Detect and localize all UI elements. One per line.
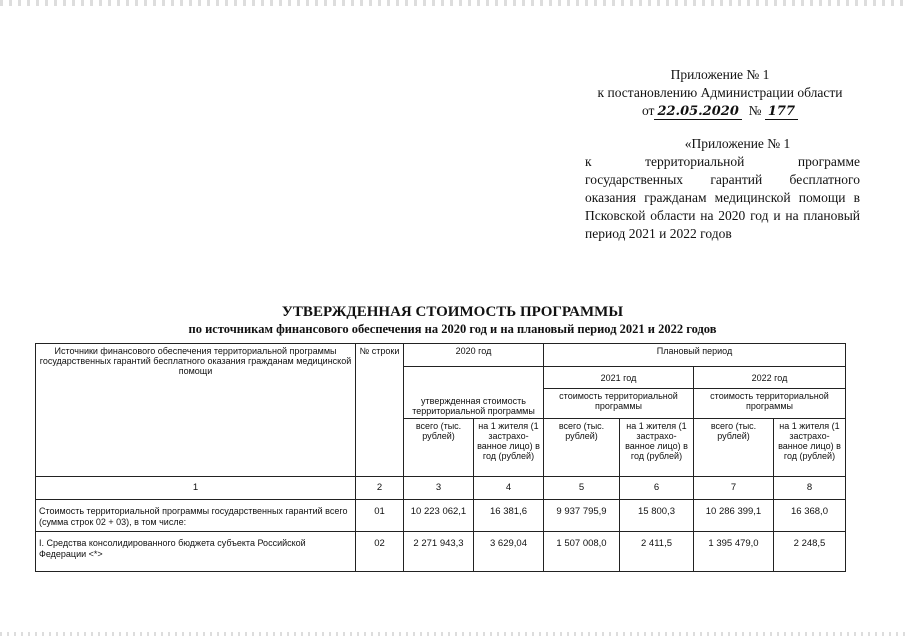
table-row (36, 532, 846, 572)
number-prefix: № (748, 103, 762, 118)
row-name: Стоимость территориальной программы государственных гарантий всего (сумма строк 02 + 03), в том числе: (36, 500, 356, 532)
total-2022: 10 286 399,1 (694, 500, 774, 532)
appendix-2-text: к территориальной программе государственных гарантий бесплатного оказания гражданам медицинской помощи в Псковской области на 2020 год и на плановый период 2021 и 2022 годов (585, 154, 860, 241)
col-number-5: 5 (544, 477, 620, 500)
cost-table (35, 343, 846, 572)
header-total-2020: всего (тыс. рублей) (404, 419, 474, 477)
appendix-1-title: Приложение № 1 (670, 67, 770, 82)
header-per-capita-2020: на 1 жителя (1 застрахо-ванное лицо) в год (рублей) (474, 419, 544, 477)
row-name: I. Средства консолидированного бюджета субъекта Российской Федерации <*> (36, 532, 356, 572)
header-approved-cost: утвержденная стоимость территориальной программы (404, 367, 544, 419)
header-2021: 2021 год (544, 367, 694, 389)
header-cost-2022: стоимость территориальной программы (694, 389, 846, 419)
col-number-6: 6 (620, 477, 694, 500)
per-capita-2022: 2 248,5 (774, 532, 846, 572)
total-2022: 1 395 479,0 (694, 532, 774, 572)
header-total-2022: всего (тыс. рублей) (694, 419, 774, 477)
header-cost-2021: стоимость территориальной программы (544, 389, 694, 419)
per-capita-2020: 16 381,6 (474, 500, 544, 532)
appendix-1-header (580, 66, 860, 121)
per-capita-2021: 15 800,3 (620, 500, 694, 532)
table-row (36, 500, 846, 532)
col-number-7: 7 (694, 477, 774, 500)
total-2020: 10 223 062,1 (404, 500, 474, 532)
col-number-1: 1 (36, 477, 356, 500)
handwritten-number: 177 (765, 104, 798, 120)
header-per-capita-2022: на 1 жителя (1 застрахо-ванное лицо) в год (рублей) (774, 419, 846, 477)
col-number-2: 2 (356, 477, 404, 500)
per-capita-2022: 16 368,0 (774, 500, 846, 532)
per-capita-2021: 2 411,5 (620, 532, 694, 572)
document-subtitle: по источникам финансового обеспечения на 2020 год и на плановый период 2021 и 2022 годов (188, 322, 717, 336)
per-capita-2020: 3 629,04 (474, 532, 544, 572)
col-number-3: 3 (404, 477, 474, 500)
total-2021: 9 937 795,9 (544, 500, 620, 532)
appendix-1-line2: к постановлению Администрации области (597, 85, 843, 100)
handwritten-date: 22.05.2020 (654, 104, 741, 120)
header-per-capita-2021: на 1 жителя (1 застрахо-ванное лицо) в год (рублей) (620, 419, 694, 477)
header-total-2021: всего (тыс. рублей) (544, 419, 620, 477)
appendix-2-header (585, 135, 860, 243)
scan-noise-bottom (0, 632, 905, 636)
total-2020: 2 271 943,3 (404, 532, 474, 572)
row-number: 02 (356, 532, 404, 572)
scan-noise-top (0, 0, 905, 6)
document-title: УТВЕРЖДЕННАЯ СТОИМОСТЬ ПРОГРАММЫ (281, 304, 624, 320)
header-planned-period: Плановый период (544, 344, 846, 367)
appendix-2-title: «Приложение № 1 (684, 136, 791, 151)
header-source: Источники финансового обеспечения территориальной программы государственных гарантий бесплатного оказания гражданам медицинской помощи (36, 344, 356, 477)
col-number-4: 4 (474, 477, 544, 500)
header-row-number: № строки (356, 344, 404, 477)
appendix-1-date-line (580, 102, 860, 121)
col-number-8: 8 (774, 477, 846, 500)
total-2021: 1 507 008,0 (544, 532, 620, 572)
date-prefix: от (641, 103, 655, 118)
header-2022: 2022 год (694, 367, 846, 389)
header-2020: 2020 год (404, 344, 544, 367)
row-number: 01 (356, 500, 404, 532)
